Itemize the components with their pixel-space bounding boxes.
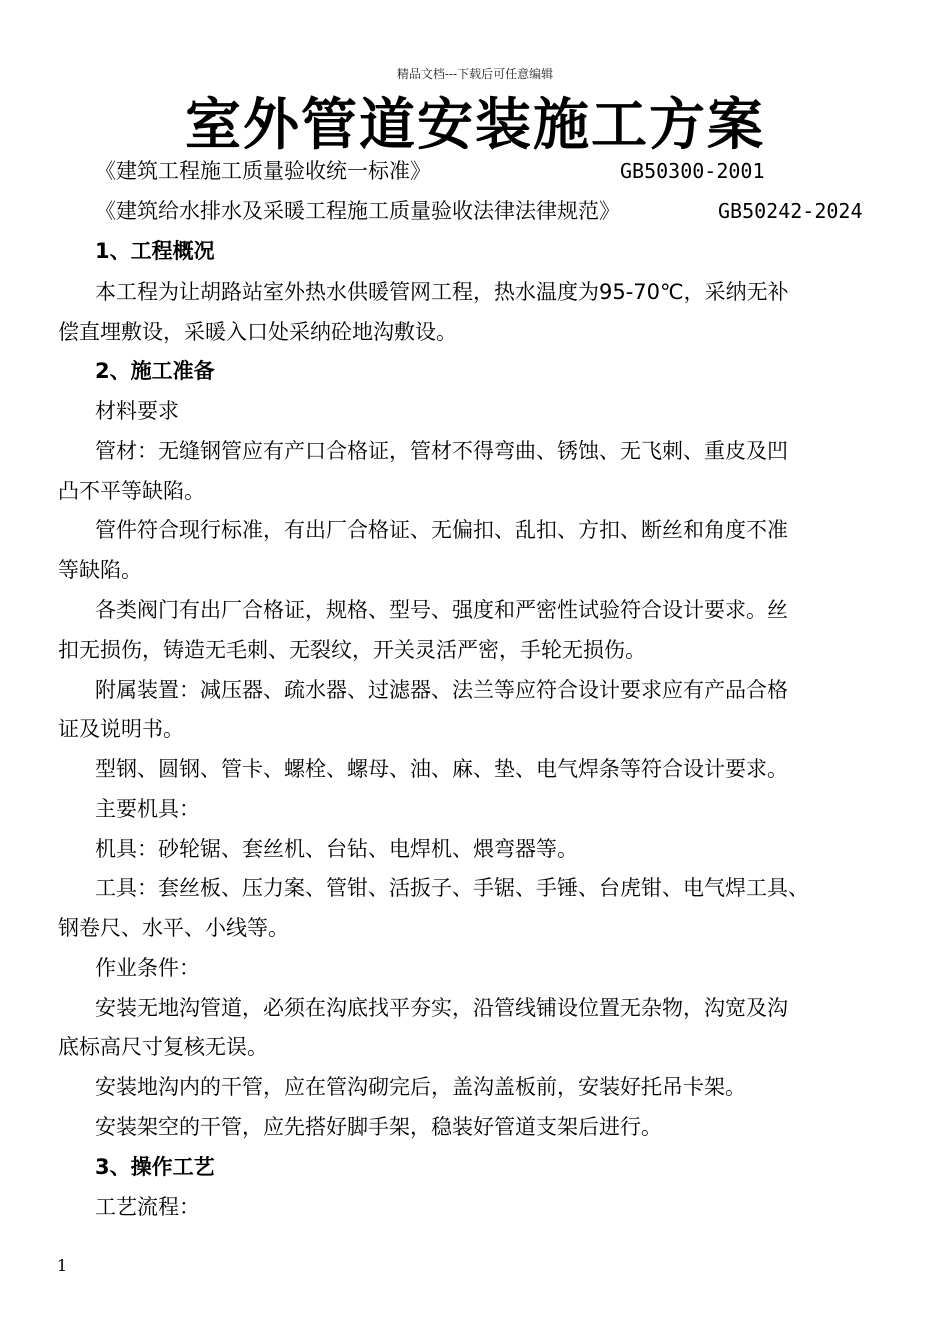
subheading-materials: 材料要求	[95, 399, 179, 423]
paragraph-line: 等缺陷。	[58, 558, 142, 582]
paragraph-line: 管件符合现行标准，有出厂合格证、无偏扣、乱扣、方扣、断丝和角度不准	[95, 518, 788, 542]
paragraph-line: 底标高尺寸复核无误。	[58, 1035, 268, 1059]
standard-reference-name: 《建筑给水排水及采暖工程施工质量验收法律法律规范》	[95, 199, 620, 223]
standard-reference-name: 《建筑工程施工质量验收统一标准》	[95, 159, 431, 183]
paragraph-line: 本工程为让胡路站室外热水供暖管网工程，热水温度为95-70℃，采纳无补	[95, 280, 789, 304]
section-heading-overview: 1、工程概况	[95, 239, 215, 263]
header-watermark: 精品文档---下载后可任意编辑	[396, 67, 554, 81]
section-heading-process: 3、操作工艺	[95, 1155, 215, 1179]
paragraph-line: 型钢、圆钢、管卡、螺栓、螺母、油、麻、垫、电气焊条等符合设计要求。	[95, 757, 788, 781]
standard-reference-code: GB50300-2001	[620, 159, 765, 183]
subheading-conditions: 作业条件：	[95, 956, 200, 980]
paragraph-line: 安装地沟内的干管，应在管沟砌完后，盖沟盖板前，安装好托吊卡架。	[95, 1075, 746, 1099]
paragraph-line: 机具：砂轮锯、套丝机、台钻、电焊机、煨弯器等。	[95, 837, 578, 861]
standard-reference-code: GB50242-2024	[718, 199, 863, 223]
paragraph-line: 钢卷尺、水平、小线等。	[58, 916, 289, 940]
paragraph-line: 安装无地沟管道，必须在沟底找平夯实，沿管线铺设位置无杂物，沟宽及沟	[95, 996, 788, 1020]
paragraph-line: 各类阀门有出厂合格证，规格、型号、强度和严密性试验符合设计要求。丝	[95, 598, 788, 622]
subheading-process-flow: 工艺流程：	[95, 1195, 200, 1219]
paragraph-line: 安装架空的干管，应先搭好脚手架，稳装好管道支架后进行。	[95, 1115, 662, 1139]
paragraph-line: 证及说明书。	[58, 717, 184, 741]
paragraph-line: 偿直埋敷设，采暖入口处采纳砼地沟敷设。	[58, 320, 457, 344]
paragraph-line: 扣无损伤，铸造无毛刺、无裂纹，开关灵活严密，手轮无损伤。	[58, 638, 646, 662]
section-heading-preparation: 2、施工准备	[95, 359, 215, 383]
paragraph-line: 附属装置：减压器、疏水器、过滤器、法兰等应符合设计要求应有产品合格	[95, 678, 788, 702]
paragraph-line: 管材：无缝钢管应有产口合格证，管材不得弯曲、锈蚀、无飞刺、重皮及凹	[95, 439, 788, 463]
page-number: 1	[57, 1256, 68, 1275]
document-title: 室外管道安装施工方案	[185, 92, 765, 158]
paragraph-line: 凸不平等缺陷。	[58, 479, 205, 503]
paragraph-line: 工具：套丝板、压力案、管钳、活扳子、手锯、手锤、台虎钳、电气焊工具、	[95, 876, 809, 900]
subheading-equipment: 主要机具：	[95, 797, 200, 821]
